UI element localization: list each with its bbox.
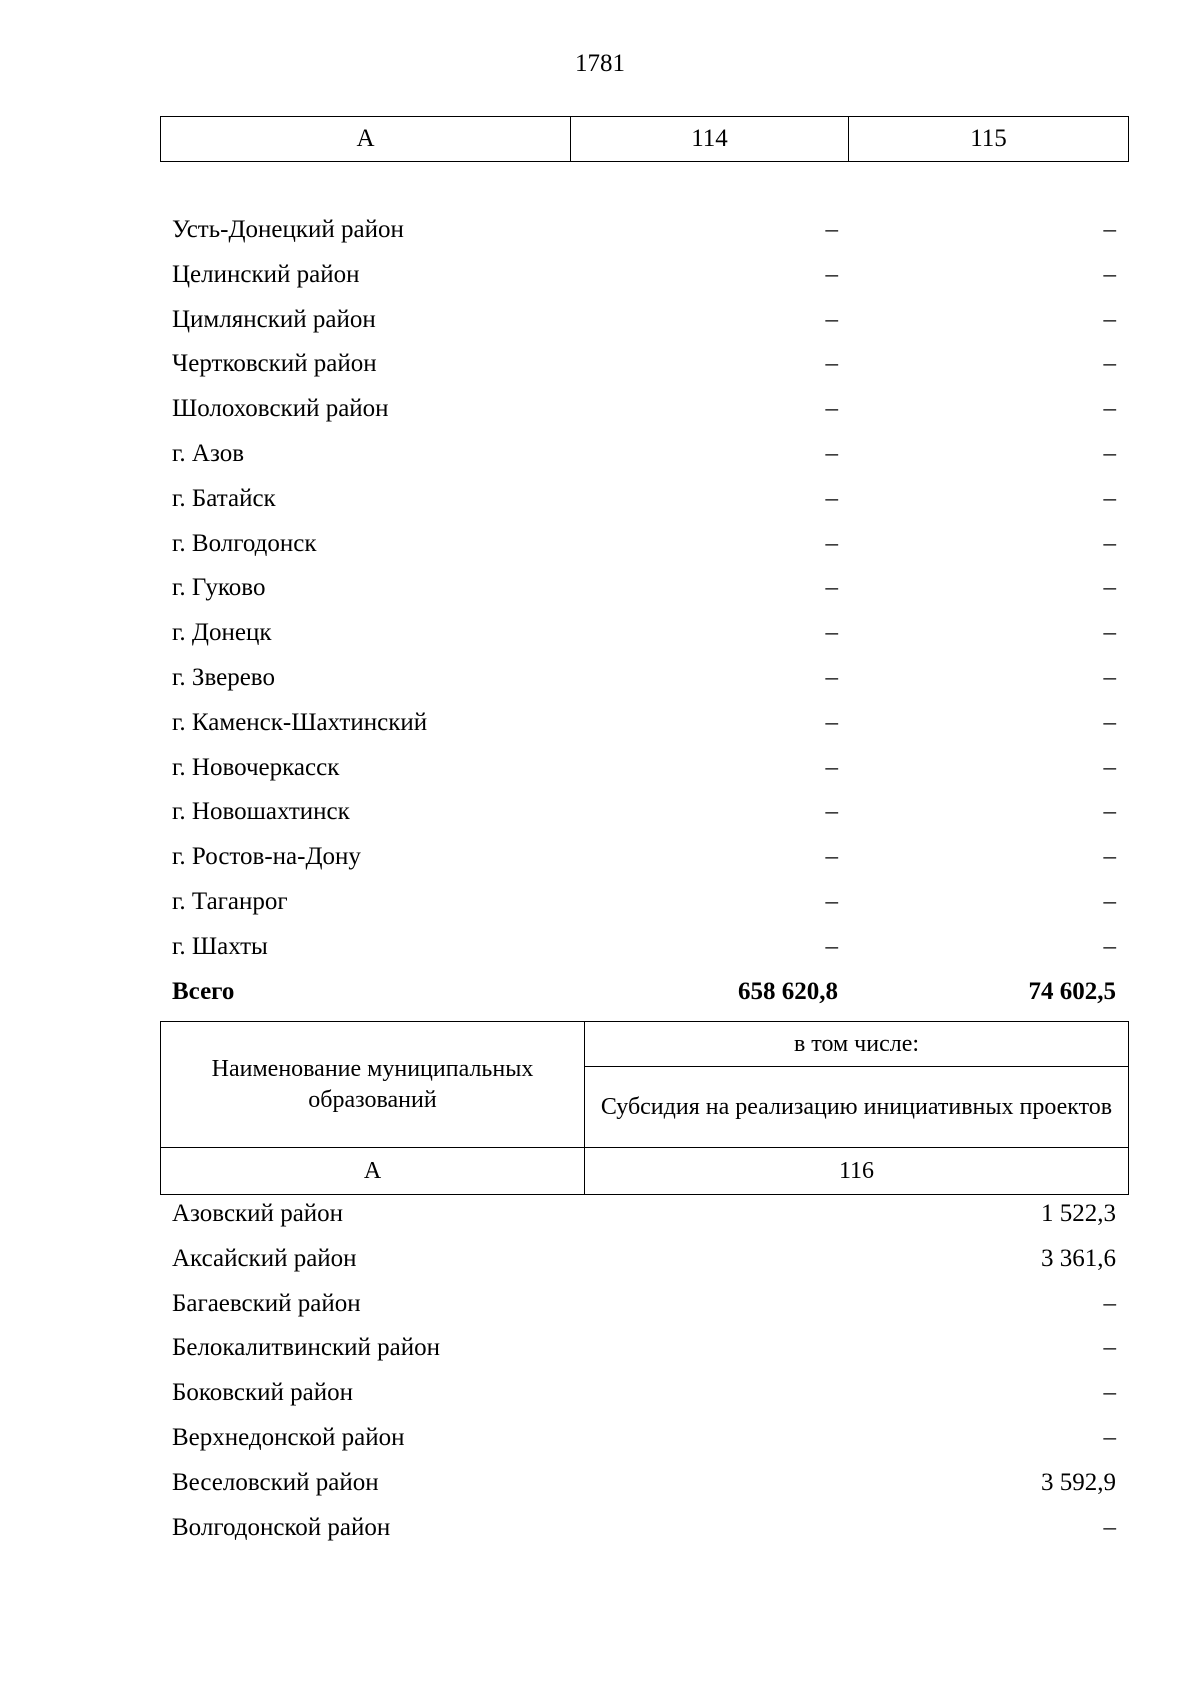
- municipality-name: г. Новочеркасск: [172, 753, 340, 781]
- value-116: –: [1103, 1423, 1116, 1451]
- total-value-115: 74 602,5: [1028, 977, 1116, 1005]
- municipality-name: Боковский район: [172, 1379, 353, 1407]
- value-115: –: [1103, 350, 1116, 378]
- table-row: [160, 255, 1128, 300]
- table-row: [160, 837, 1128, 882]
- table-row: [160, 524, 1128, 569]
- table-row: [160, 479, 1128, 524]
- municipality-name: Багаевский район: [172, 1289, 361, 1317]
- table-row: [160, 882, 1128, 927]
- value-114: –: [825, 843, 838, 871]
- value-115: –: [1103, 529, 1116, 557]
- value-114: –: [825, 484, 838, 512]
- value-115: –: [1103, 798, 1116, 826]
- value-114: –: [825, 753, 838, 781]
- municipality-name: Чертковский район: [172, 350, 377, 378]
- municipality-name: г. Батайск: [172, 484, 276, 512]
- value-115: –: [1103, 574, 1116, 602]
- table-row: [160, 389, 1128, 434]
- value-114: –: [825, 798, 838, 826]
- municipality-name: Усть-Донецкий район: [172, 216, 404, 243]
- municipality-name: г. Каменск-Шахтинский: [172, 708, 428, 736]
- value-116: –: [1103, 1289, 1116, 1317]
- value-115: –: [1103, 439, 1116, 467]
- top-data-rows: [160, 210, 1128, 1016]
- value-114: –: [825, 708, 838, 736]
- municipality-name: Азовский район: [172, 1200, 344, 1227]
- value-114: –: [825, 932, 838, 960]
- table-row: [160, 1194, 1128, 1239]
- value-115: –: [1103, 708, 1116, 736]
- value-114: –: [825, 439, 838, 467]
- value-114: –: [825, 350, 838, 378]
- header-col-114: 114: [571, 117, 849, 162]
- value-114: –: [825, 887, 838, 915]
- value-116: 3 592,9: [1041, 1468, 1116, 1496]
- value-114: –: [825, 619, 838, 647]
- table-row: [160, 658, 1128, 703]
- municipality-name: Аксайский район: [172, 1244, 357, 1272]
- header-col-116: 116: [585, 1148, 1129, 1195]
- table-row: [160, 568, 1128, 613]
- value-115: –: [1103, 932, 1116, 960]
- table-row: [160, 434, 1128, 479]
- municipality-name: г. Ростов-на-Дону: [172, 843, 361, 871]
- municipality-name: Веселовский район: [172, 1468, 379, 1496]
- bottom-column-header: [160, 1021, 1129, 1195]
- header-col-a: А: [161, 117, 571, 162]
- value-115: –: [1103, 663, 1116, 691]
- table-row: [160, 1463, 1128, 1508]
- table-row: [160, 927, 1128, 972]
- table-row: [160, 1418, 1128, 1463]
- municipality-name: г. Таганрог: [172, 887, 288, 915]
- header-subsidy: Субсидия на реализацию инициативных проектов: [585, 1067, 1129, 1148]
- table-row: [160, 344, 1128, 389]
- table-row: [160, 300, 1128, 345]
- value-115: –: [1103, 619, 1116, 647]
- value-115: –: [1103, 216, 1116, 243]
- value-115: –: [1103, 484, 1116, 512]
- value-116: –: [1103, 1513, 1116, 1541]
- value-115: –: [1103, 887, 1116, 915]
- value-116: –: [1103, 1379, 1116, 1407]
- table-row: [160, 1239, 1128, 1284]
- value-115: –: [1103, 260, 1116, 288]
- bottom-data-rows: [160, 1194, 1128, 1552]
- table-row: [160, 613, 1128, 658]
- value-116: 3 361,6: [1041, 1244, 1116, 1272]
- header-col-a: А: [161, 1148, 585, 1195]
- value-116: –: [1103, 1334, 1116, 1362]
- value-115: –: [1103, 843, 1116, 871]
- municipality-name: г. Волгодонск: [172, 529, 317, 557]
- value-114: –: [825, 305, 838, 333]
- municipality-name: Цимлянский район: [172, 305, 376, 333]
- page-number: 1781: [575, 50, 625, 77]
- table-row: [160, 792, 1128, 837]
- table-row: [160, 703, 1128, 748]
- value-114: –: [825, 663, 838, 691]
- value-114: –: [825, 216, 838, 243]
- municipality-name: г. Гуково: [172, 574, 266, 602]
- municipality-name: Шолоховский район: [172, 395, 389, 423]
- header-municipality-name: Наименование муниципальных образований: [161, 1022, 585, 1148]
- total-value-114: 658 620,8: [738, 977, 838, 1005]
- header-including: в том числе:: [585, 1022, 1129, 1067]
- table-row: [160, 748, 1128, 793]
- value-114: –: [825, 529, 838, 557]
- table-row: [160, 1373, 1128, 1418]
- value-114: –: [825, 260, 838, 288]
- total-label: Всего: [172, 977, 235, 1005]
- value-116: 1 522,3: [1041, 1200, 1116, 1227]
- table-row: [160, 1508, 1128, 1553]
- table-row: [160, 1328, 1128, 1373]
- municipality-name: Целинский район: [172, 260, 360, 288]
- value-114: –: [825, 395, 838, 423]
- municipality-name: г. Зверево: [172, 663, 275, 691]
- municipality-name: Волгодонской район: [172, 1513, 391, 1541]
- total-row: [160, 972, 1128, 1017]
- value-115: –: [1103, 305, 1116, 333]
- municipality-name: Белокалитвинский район: [172, 1334, 440, 1362]
- table-row: [160, 1284, 1128, 1329]
- header-col-115: 115: [849, 117, 1129, 162]
- municipality-name: г. Донецк: [172, 619, 272, 647]
- value-115: –: [1103, 753, 1116, 781]
- municipality-name: г. Новошахтинск: [172, 798, 350, 826]
- table-row: [160, 210, 1128, 255]
- municipality-name: г. Шахты: [172, 932, 268, 960]
- top-column-header: [160, 116, 1129, 162]
- value-114: –: [825, 574, 838, 602]
- municipality-name: г. Азов: [172, 439, 245, 467]
- municipality-name: Верхнедонской район: [172, 1423, 405, 1451]
- value-115: –: [1103, 395, 1116, 423]
